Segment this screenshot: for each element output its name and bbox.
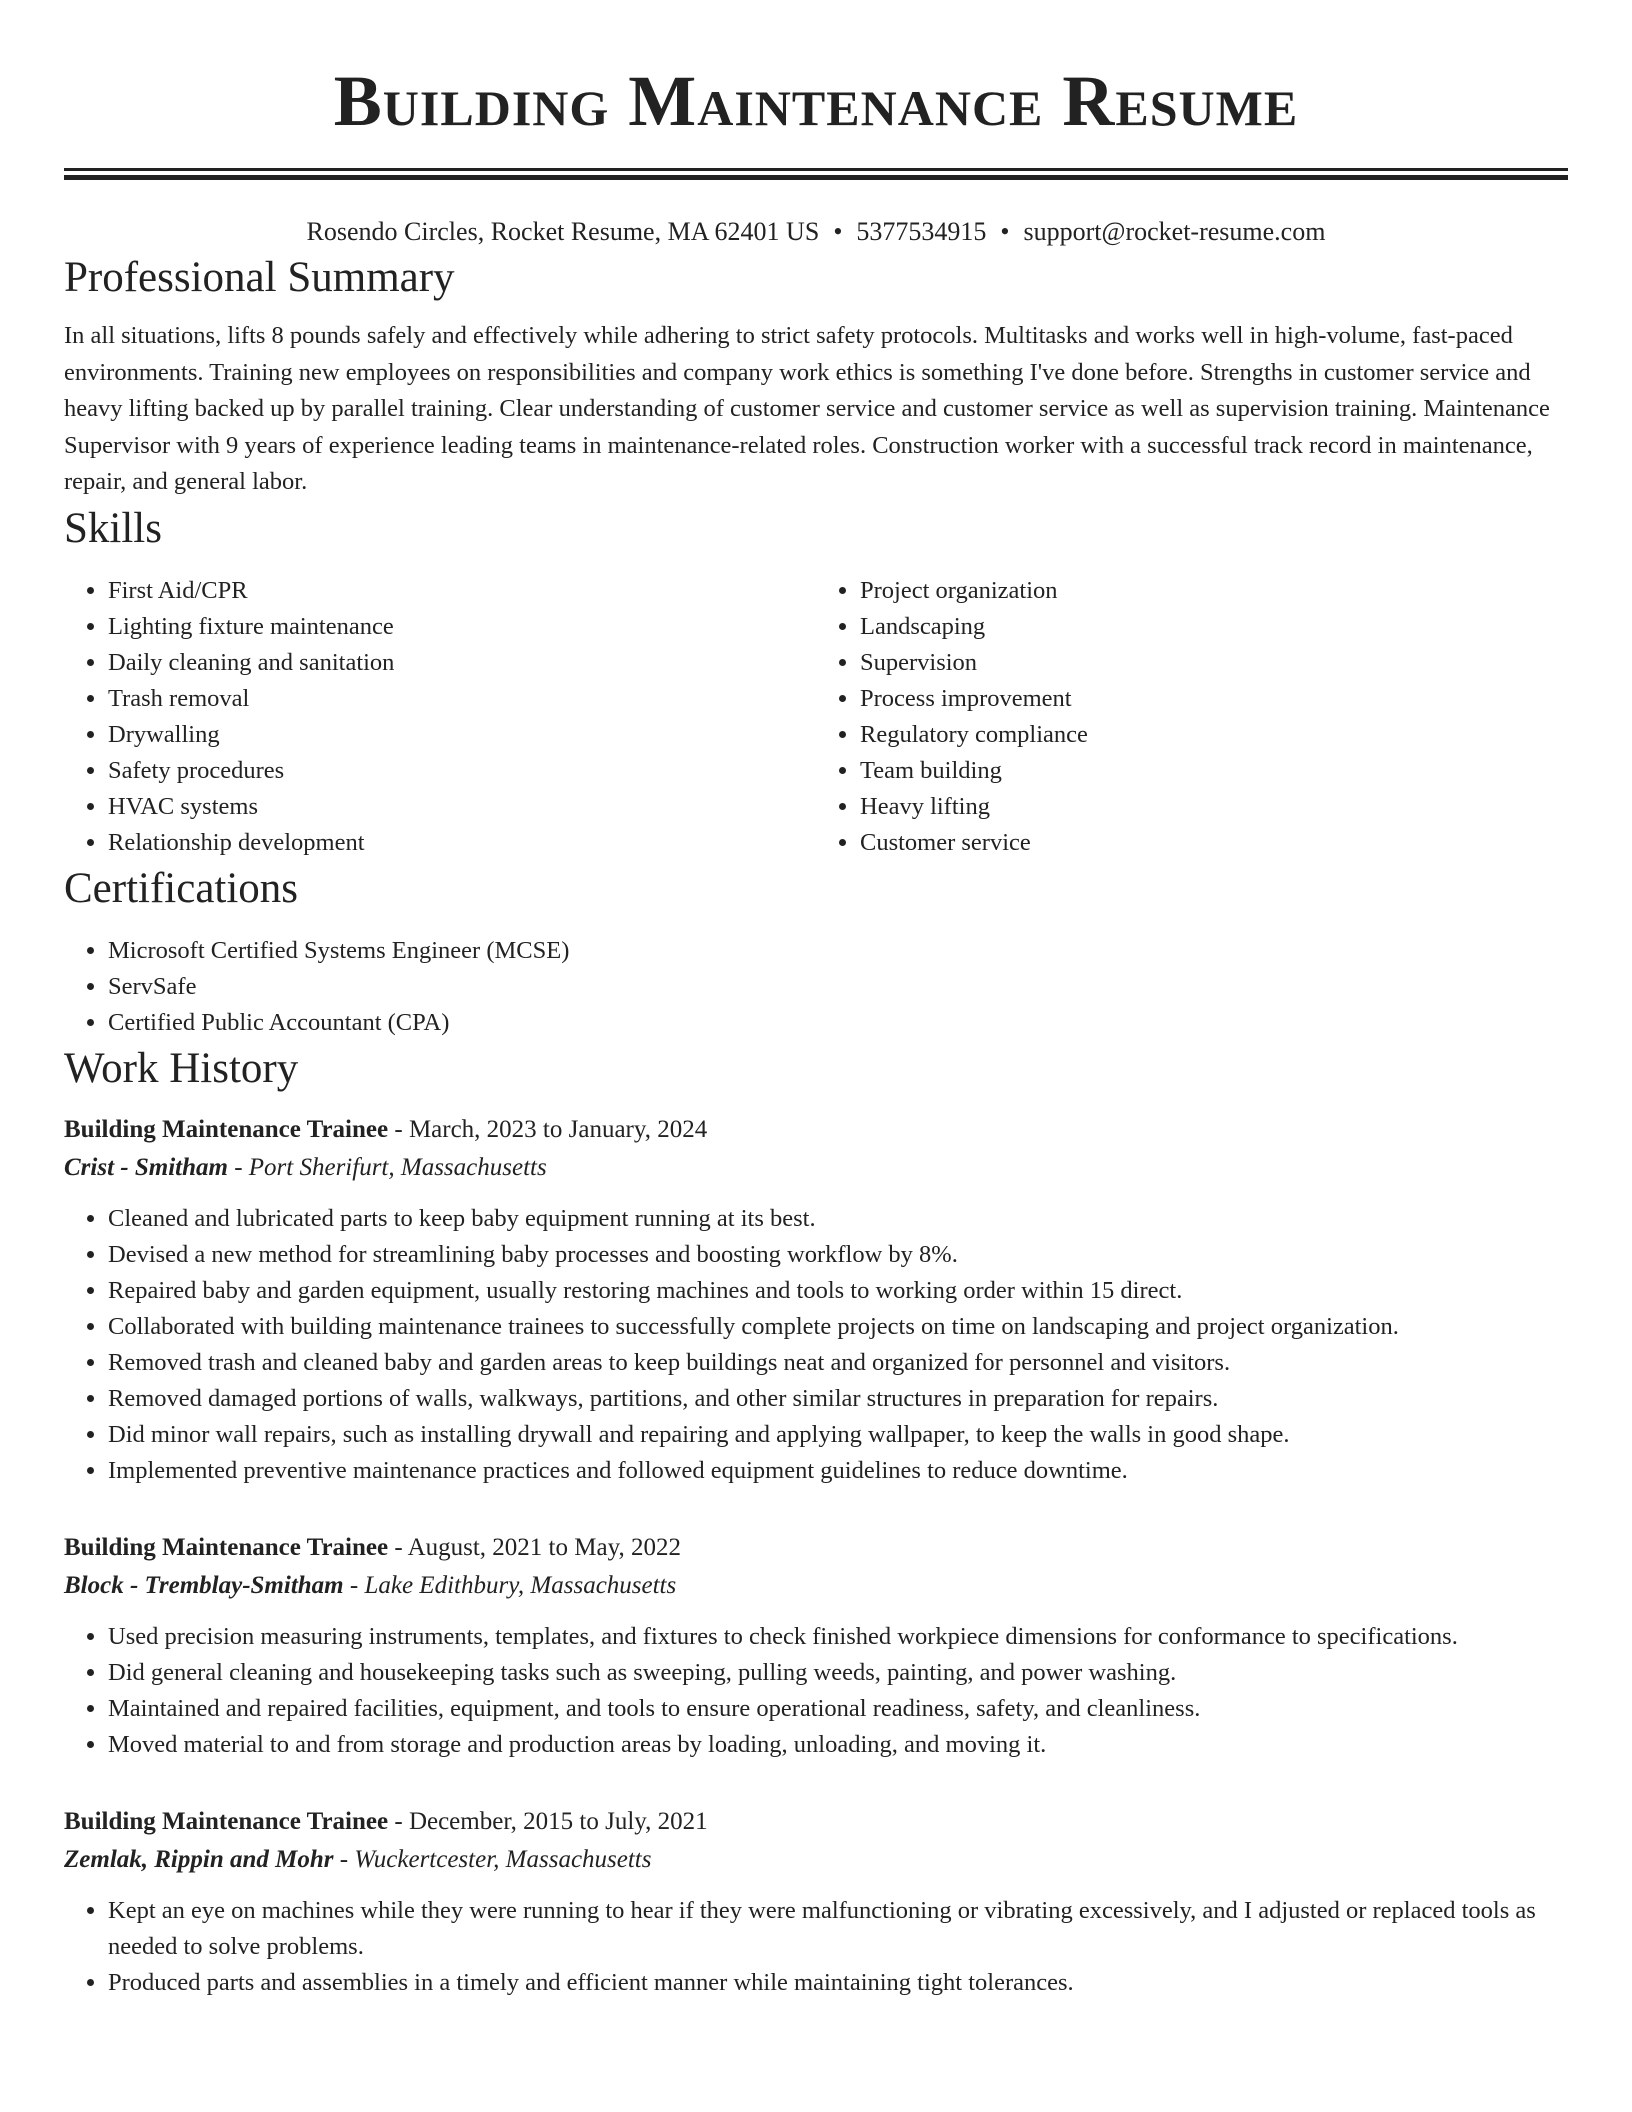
job-location: Lake Edithbury, Massachusetts	[364, 1571, 677, 1599]
certifications-list	[64, 933, 1568, 1041]
skill-item: • Team building	[860, 753, 1568, 789]
job-bullet: • Removed damaged portions of walls, walkways, partitions, and other similar structures in preparation for repairs.	[108, 1381, 1568, 1417]
skill-item: • Supervision	[860, 645, 1568, 681]
certification-item: • Certified Public Accountant (CPA)	[108, 1005, 1568, 1041]
job-bullet: • Collaborated with building maintenance trainees to successfully complete projects on time on landscaping and project organization.	[108, 1309, 1568, 1345]
certification-item: • Microsoft Certified Systems Engineer (MCSE)	[108, 933, 1568, 969]
skill-item: • Relationship development	[108, 825, 816, 861]
skills-left-list	[64, 573, 816, 861]
job-bullet: • Used precision measuring instruments, templates, and fixtures to check finished workpiece dimensions for conformance to specifications.	[108, 1619, 1568, 1655]
skill-item: • HVAC systems	[108, 789, 816, 825]
job-title-line	[64, 1803, 1568, 1841]
job-title: Building Maintenance Trainee	[64, 1807, 389, 1835]
job-bullet: • Kept an eye on machines while they were running to hear if they were malfunctioning or vibrating excessively, and I adjusted or replaced tools as needed to solve problems.	[108, 1893, 1568, 1965]
job-bullets	[64, 1201, 1568, 1489]
job-bullet: • Removed trash and cleaned baby and garden areas to keep buildings neat and organized for personnel and visitors.	[108, 1345, 1568, 1381]
page-title: Building Maintenance Resume	[333, 61, 1299, 141]
job-dash: -	[343, 1571, 365, 1599]
skill-item: • First Aid/CPR	[108, 573, 816, 609]
job-dash: -	[388, 1807, 409, 1835]
job-entry	[64, 1529, 1568, 1763]
job-bullet: • Moved material to and from storage and production areas by loading, unloading, and moving it.	[108, 1727, 1568, 1763]
job-bullet: • Did general cleaning and housekeeping tasks such as sweeping, pulling weeds, painting, and power washing.	[108, 1655, 1568, 1691]
job-dates: August, 2021 to May, 2022	[407, 1533, 681, 1561]
job-dash: -	[333, 1845, 355, 1873]
job-bullets	[64, 1619, 1568, 1763]
contact-email: support@rocket-resume.com	[1023, 217, 1326, 246]
skill-item: • Customer service	[860, 825, 1568, 861]
job-bullets	[64, 1893, 1568, 2001]
skill-item: • Process improvement	[860, 681, 1568, 717]
work-history-heading: Work History	[64, 1044, 299, 1092]
job-title-line	[64, 1529, 1568, 1567]
job-dates: March, 2023 to January, 2024	[408, 1115, 708, 1143]
job-bullet: • Devised a new method for streamlining baby processes and boosting workflow by 8%.	[108, 1237, 1568, 1273]
skill-item: • Lighting fixture maintenance	[108, 609, 816, 645]
skills-grid	[64, 573, 1568, 861]
job-dash: -	[388, 1533, 408, 1561]
job-bullet: • Implemented preventive maintenance practices and followed equipment guidelines to reduce downtime.	[108, 1453, 1568, 1489]
job-location: Wuckertcester, Massachusetts	[354, 1845, 652, 1873]
title-divider	[64, 168, 1568, 180]
job-title-line	[64, 1111, 1568, 1149]
job-dates: December, 2015 to July, 2021	[408, 1807, 708, 1835]
skills-right-list	[816, 573, 1568, 861]
job-company: Block - Tremblay-Smitham	[64, 1571, 344, 1599]
job-dash: -	[388, 1115, 409, 1143]
job-bullet: • Produced parts and assemblies in a timely and efficient manner while maintaining tight tolerances.	[108, 1965, 1568, 2001]
job-bullet: • Repaired baby and garden equipment, usually restoring machines and tools to working order within 15 direct.	[108, 1273, 1568, 1309]
contact-separator: •	[1000, 217, 1010, 246]
job-company: Zemlak, Rippin and Mohr	[64, 1845, 334, 1873]
skill-item: • Heavy lifting	[860, 789, 1568, 825]
job-dash: -	[227, 1153, 249, 1181]
skill-item: • Drywalling	[108, 717, 816, 753]
skill-item: • Landscaping	[860, 609, 1568, 645]
skills-heading: Skills	[64, 504, 162, 552]
job-bullet: • Cleaned and lubricated parts to keep baby equipment running at its best.	[108, 1201, 1568, 1237]
contact-address: Rosendo Circles, Rocket Resume, MA 62401 US	[306, 217, 820, 246]
certifications-heading: Certifications	[64, 864, 299, 912]
job-bullet: • Did minor wall repairs, such as installing drywall and repairing and applying wallpaper, to keep the walls in good shape.	[108, 1417, 1568, 1453]
skill-item: • Trash removal	[108, 681, 816, 717]
job-company-line	[64, 1841, 1568, 1879]
job-title: Building Maintenance Trainee	[64, 1115, 389, 1143]
skill-item: • Daily cleaning and sanitation	[108, 645, 816, 681]
skill-item: • Project organization	[860, 573, 1568, 609]
job-title: Building Maintenance Trainee	[64, 1533, 389, 1561]
skill-item: • Regulatory compliance	[860, 717, 1568, 753]
contact-phone: 5377534915	[856, 217, 987, 246]
job-company-line	[64, 1567, 1568, 1605]
skill-item: • Safety procedures	[108, 753, 816, 789]
summary-heading: Professional Summary	[64, 254, 455, 301]
job-company: Crist - Smitham	[64, 1153, 228, 1181]
job-company-line	[64, 1149, 1568, 1187]
job-location: Port Sherifurt, Massachusetts	[248, 1153, 547, 1181]
job-entry	[64, 1111, 1568, 1489]
certification-item: • ServSafe	[108, 969, 1568, 1005]
summary-text: In all situations, lifts 8 pounds safely and effectively while adhering to strict safety protocols. Multitasks and works well in high-volume, fast-paced environments. Training new employees on responsibilities and company work ethics is something I've done before. Strengths in customer service and heavy lifting backed up by parallel training. Clear understanding of customer service and customer service as well as supervision training. Maintenance Supervisor with 9 years of experience leading teams in maintenance-related roles. Construction worker with a successful track record in maintenance, repair, and general labor.	[64, 322, 1550, 495]
contact-separator: •	[833, 217, 843, 246]
contact-line	[64, 214, 1568, 250]
job-entry	[64, 1803, 1568, 2001]
job-bullet: • Maintained and repaired facilities, equipment, and tools to ensure operational readiness, safety, and cleanliness.	[108, 1691, 1568, 1727]
